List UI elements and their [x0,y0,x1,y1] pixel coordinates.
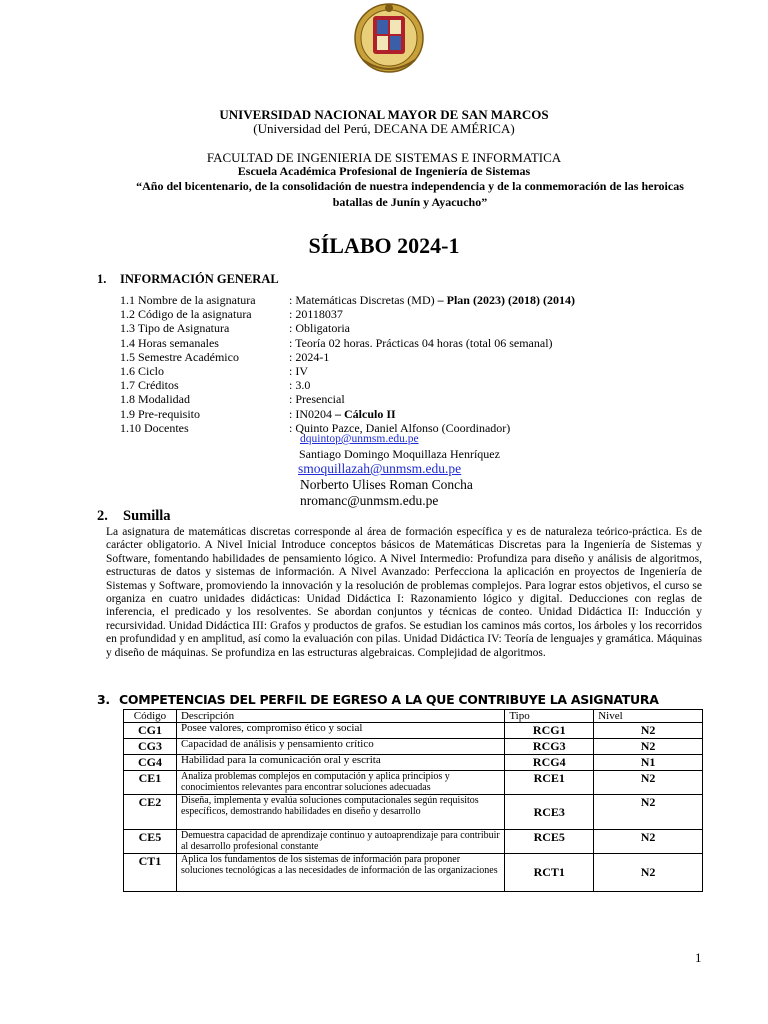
section-number: 1. [97,272,107,286]
info-key: 1.4 Horas semanales [120,335,219,350]
cell-description: Habilidad para la comunicación oral y escrita [176,755,504,771]
cell-nivel: N2 [594,739,703,755]
column-header: Nivel [594,710,703,723]
docente-name: Norberto Ulises Roman Concha [300,477,473,492]
cell-code: CT1 [124,854,177,892]
info-key: 1.3 Tipo de Asignatura [120,321,230,336]
column-header: Código [124,710,177,723]
cell-description: Aplica los fundamentos de los sistemas de información para proponer soluciones tecnológicas a las necesidades de información de las organizaciones [176,854,504,892]
cell-tipo: RCG3 [505,739,594,755]
info-value-bold: – Plan (2023) (2018) (2014) [437,293,575,307]
cell-tipo: RCE1 [505,771,594,795]
section-title: INFORMACIÓN GENERAL [120,272,279,286]
info-row [120,350,575,364]
cell-tipo: RCG4 [505,755,594,771]
info-value [289,293,575,307]
info-row [120,336,575,350]
info-key: 1.8 Modalidad [120,392,190,407]
cell-nivel: N1 [594,755,703,771]
cell-code: CE5 [124,830,177,854]
info-key: 1.7 Créditos [120,378,179,393]
section-title: Sumilla [123,508,171,524]
table-row [124,830,703,854]
cell-nivel: N2 [594,830,703,854]
cell-code: CG3 [124,739,177,755]
info-value: : Teoría 02 horas. Prácticas 04 horas (total 06 semanal) [289,335,553,350]
info-row [120,378,575,392]
info-value: : 3.0 [289,378,311,393]
info-key: 1.10 Docentes [120,420,189,435]
cell-description: Demuestra capacidad de aprendizaje continuo y autoaprendizaje para contribuir al desarrollo profesional constante [176,830,504,854]
section-1-heading [97,272,279,287]
cell-tipo: RCT1 [505,854,594,892]
year-motto: “Año del bicentenario, de la consolidación de nuestra independencia y de la conmemoración de las heroicas batallas de Junín y Ayacucho” [136,179,684,209]
cell-code: CE1 [124,771,177,795]
section-3-heading [97,692,659,707]
info-value: : IV [289,363,308,378]
school-name: Escuela Académica Profesional de Ingeniería de Sistemas [237,164,531,178]
cell-nivel: N2 [594,795,703,830]
university-seal-icon [353,0,425,80]
info-row [120,364,575,378]
info-row [120,307,575,321]
sumilla-text: La asignatura de matemáticas discretas corresponde al área de formación específica y es de naturaleza teórico-práctica. Es de carácter obligatorio. A Nivel Inicial Introduce conceptos básicos de Matemáticas Discretas para la Ingeniería de Sistemas y Software, fomentando habilidades de pensamiento lógico. A Nivel Intermedio: Profundiza para diseño y análisis de algoritmos, estructuras de datos y sistemas de información. A Nivel Avanzado: Perfecciona la aplicación en proyectos de Ingeniería de Sistemas y Software, promoviendo la innovación y la resolución de problemas complejos. Para lograr estos objetivos, el curso se organiza en cuatro unidades didácticas: Unidad Didáctica I: Razonamiento lógico y digital. Deducciones con reglas de inferencia, el predicado y los resolventes. Se abordan conjuntos y técnicas de conteo. Unidad Didáctica II: Inducción y recursividad. Unidad Didáctica III: Grafos y productos de grafos. Se estudian los caminos más cortos, los árboles y los recorridos en profundidad y en amplitud, así como la evaluación con pilas. Unidad Didáctica IV: Teoría de lenguajes y gramática. Máquinas y diseño de máquinas. Se profundiza en las estructuras algebraicas. Complejidad de algoritmos. [106,526,702,659]
university-name: UNIVERSIDAD NACIONAL MAYOR DE SAN MARCOS [219,107,549,122]
section-title: COMPETENCIAS DEL PERFIL DE EGRESO A LA QUE CONTRIBUYE LA ASIGNATURA [119,692,659,707]
info-row [120,392,575,406]
competencies-table [123,709,703,892]
info-value: : 2024-1 [289,349,330,364]
cell-description: Capacidad de análisis y pensamiento crítico [176,739,504,755]
cell-code: CE2 [124,795,177,830]
info-value-text: : IN0204 [289,406,335,421]
info-value-bold: – Cálculo II [335,406,396,421]
table-row [124,739,703,755]
cell-description: Posee valores, compromiso ético y social [176,723,504,739]
cell-tipo: RCG1 [505,723,594,739]
info-key: 1.6 Ciclo [120,363,164,378]
cell-nivel: N2 [594,723,703,739]
table-row [124,795,703,830]
general-info-list [120,293,575,435]
docente-email-link[interactable]: smoquillazah@unmsm.edu.pe [298,461,462,476]
table-row [124,755,703,771]
info-value: : 20118037 [289,307,343,322]
info-value: : Quinto Pazce, Daniel Alfonso (Coordinador) [289,420,511,435]
info-value: : Obligatoria [289,321,350,336]
page-number: 1 [695,950,702,965]
university-subtitle: (Universidad del Perú, DECANA DE AMÉRICA) [253,121,515,136]
info-value [289,407,396,421]
cell-nivel: N2 [594,771,703,795]
column-header: Descripción [176,710,504,723]
info-value: : Presencial [289,392,345,407]
section-2-heading [97,508,171,525]
table-row [124,723,703,739]
docente-email: nromanc@unmsm.edu.pe [300,493,439,508]
column-header: Tipo [505,710,594,723]
cell-code: CG1 [124,723,177,739]
table-row [124,854,703,892]
cell-tipo: RCE3 [505,795,594,830]
info-key: 1.5 Semestre Académico [120,349,239,364]
page-title: SÍLABO 2024-1 [308,233,460,258]
cell-code: CG4 [124,755,177,771]
faculty-name: FACULTAD DE INGENIERIA DE SISTEMAS E INFORMATICA [206,150,562,165]
section-number: 2. [97,508,108,524]
info-key: 1.1 Nombre de la asignatura [120,293,256,307]
cell-description: Analiza problemas complejos en computación y aplica principios y conocimientos relevantes para encontrar soluciones adecuadas [176,771,504,795]
cell-nivel: N2 [594,854,703,892]
info-key: 1.9 Pre-requisito [120,406,200,421]
info-value-text: : Matemáticas Discretas (MD) [289,293,438,307]
info-key: 1.2 Código de la asignatura [120,307,252,322]
info-row [120,407,575,421]
cell-tipo: RCE5 [505,830,594,854]
info-row [120,321,575,335]
docente-email-link[interactable]: dquintop@unmsm.edu.pe [300,433,419,445]
table-row [124,771,703,795]
cell-description: Diseña, implementa y evalúa soluciones computacionales según requisitos específicos, demostrando habilidades en diseño y desarrollo [176,795,504,830]
section-number: 3. [97,692,110,707]
info-row [120,293,575,307]
table-header-row [124,710,703,723]
docente-name: Santiago Domingo Moquillaza Henríquez [299,447,500,461]
